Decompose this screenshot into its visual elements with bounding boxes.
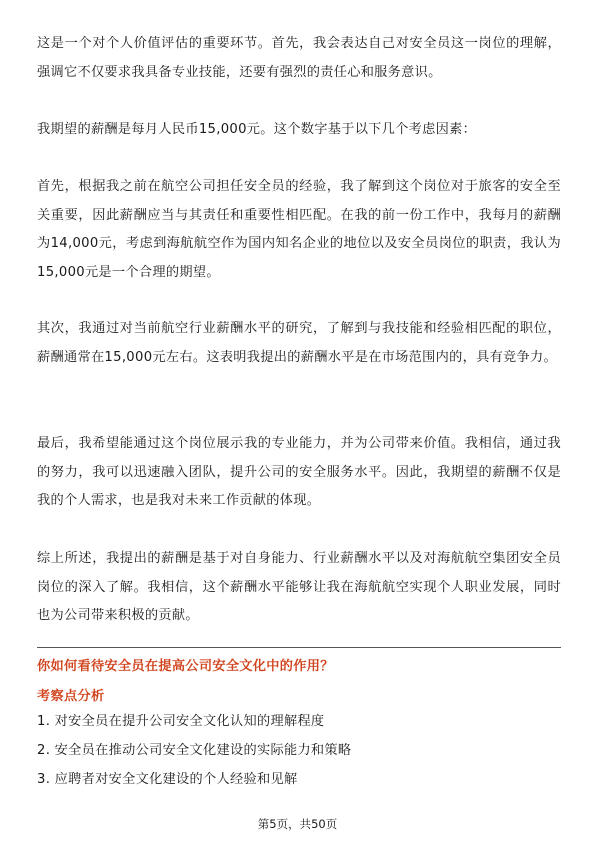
page-number: 第5页，共50页 (257, 817, 338, 831)
list-item: 3. 应聘者对安全文化建设的个人经验和见解 (37, 772, 298, 787)
paragraph-summary: 综上所述，我提出的薪酬是基于对自身能力、行业薪酬水平以及对海航航空集团安全员岗位的深入了解。我相信，这个薪酬水平能够让我在海航航空实现个人职业发展，同时也为公司带来积极的贡献。 (37, 551, 561, 623)
list-item: 2. 安全员在推动公司安全文化建设的实际能力和策略 (37, 743, 352, 758)
section-divider (37, 647, 561, 648)
paragraph-expected-salary: 我期望的薪酬是每月人民币15,000元。这个数字基于以下几个考虑因素： (37, 122, 477, 137)
paragraph-self-evaluation: 这是一个对个人价值评估的重要环节。首先，我会表达自己对安全员这一岗位的理解，强调它不仅要求我具备专业技能，还要有强烈的责任心和服务意识。 (37, 36, 561, 80)
paragraph-reason-value: 最后，我希望能通过这个岗位展示我的专业能力，并为公司带来价值。我相信，通过我的努力，我可以迅速融入团队，提升公司的安全服务水平。因此，我期望的薪酬不仅是我的个人需求，也是我对未来工作贡献的体现。 (37, 436, 561, 508)
list-item: 1. 对安全员在提升公司安全文化认知的理解程度 (37, 714, 325, 729)
analysis-list (37, 707, 561, 794)
paragraph-reason-experience: 首先，根据我之前在航空公司担任安全员的经验，我了解到这个岗位对于旅客的安全至关重要，因此薪酬应当与其责任和重要性相匹配。在我的前一份工作中，我每月的薪酬为14,000元，考虑到海航航空作为国内知名企业的地位以及安全员岗位的职责，我认为15,000元是一个合理的期望。 (37, 179, 561, 280)
interview-question: 你如何看待安全员在提高公司安全文化中的作用？ (37, 659, 334, 674)
analysis-heading: 考察点分析 (37, 689, 105, 704)
paragraph-reason-market: 其次，我通过对当前航空行业薪酬水平的研究，了解到与我技能和经验相匹配的职位，薪酬通常在15,000元左右。这表明我提出的薪酬水平是在市场范围内的，具有竞争力。 (37, 321, 561, 365)
